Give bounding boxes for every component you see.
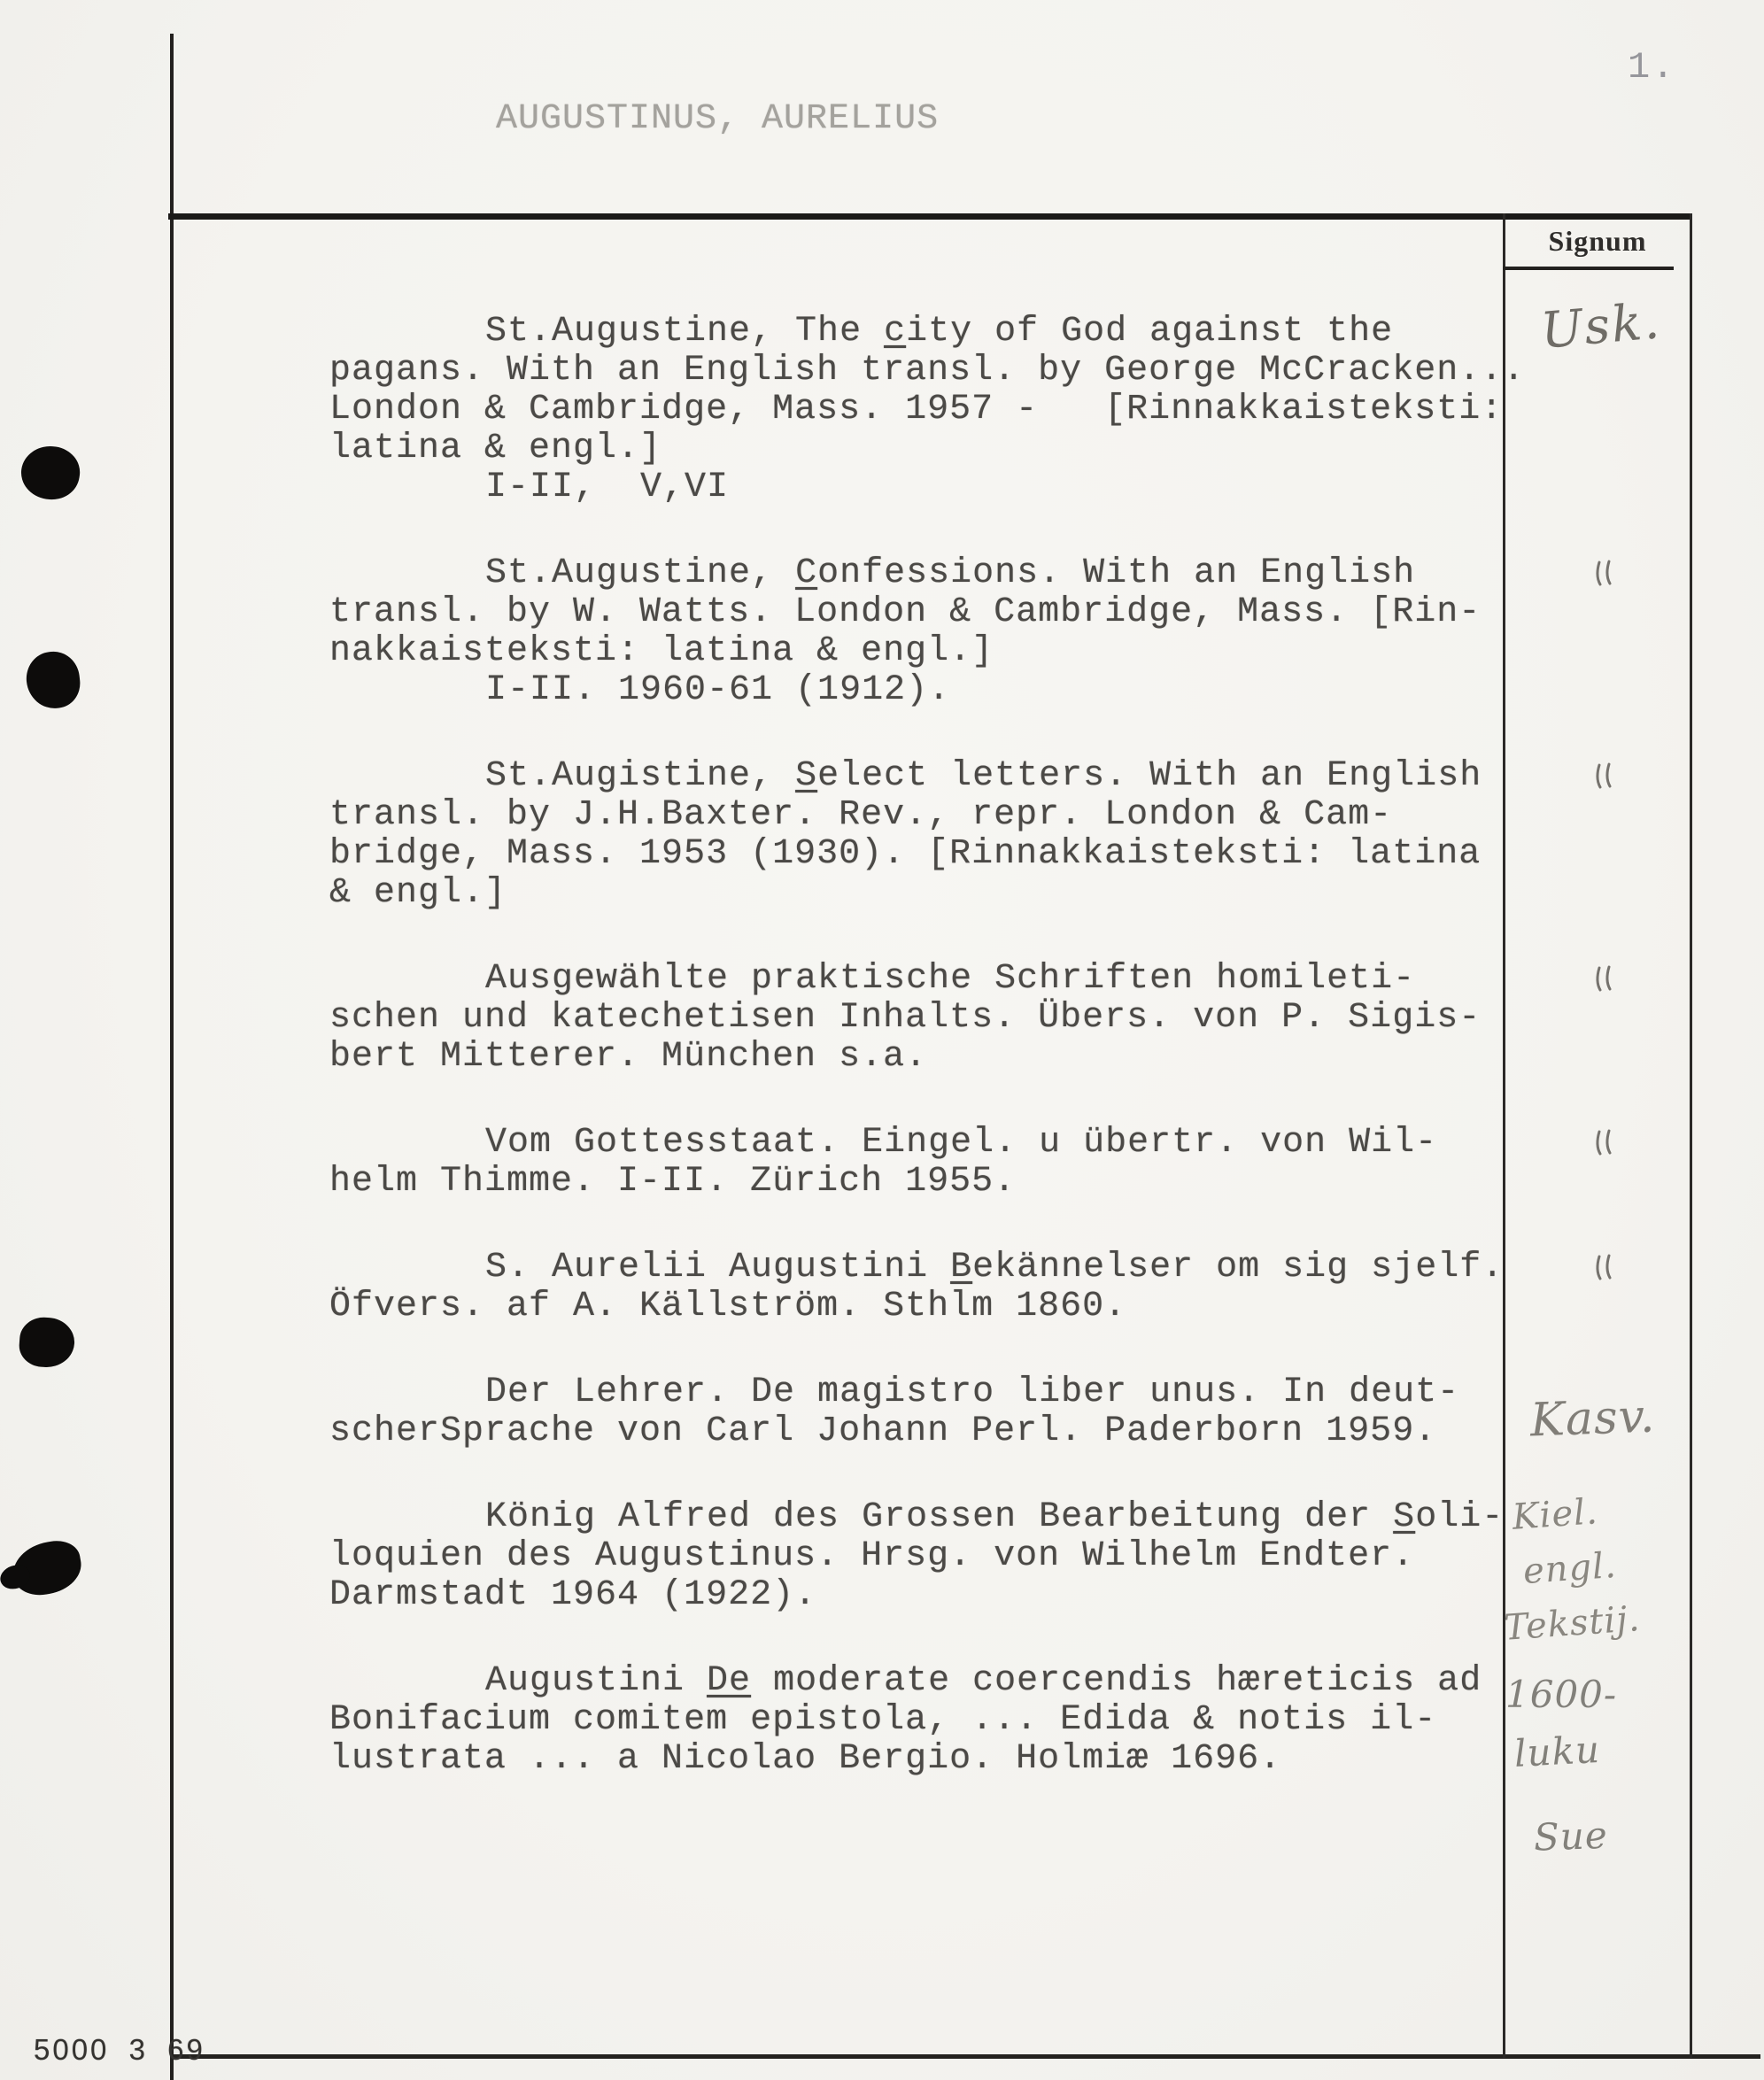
entry-line: Augustini De moderate coercendis hæreticis ad — [485, 1661, 1482, 1701]
entry-line: transl. by W. Watts. London & Cambridge, Mass. [Rin- — [329, 592, 1482, 632]
catalog-entry — [329, 1372, 1711, 1450]
entry-line: lustrata ... a Nicolao Bergio. Holmiæ 1696. — [329, 1739, 1282, 1779]
signum-line: Tekstij. — [1502, 1598, 1642, 1649]
signum-annotation — [1592, 1128, 1616, 1162]
ditto-mark-icon — [1592, 1128, 1616, 1158]
entry-line: scherSprache von Carl Johann Perl. Paderborn 1959. — [329, 1411, 1437, 1451]
catalog-entry — [329, 1248, 1711, 1326]
entry-line: König Alfred des Grossen Bearbeitung der Soli- — [485, 1497, 1505, 1537]
entry-line: Ausgewählte praktische Schriften homileti- — [485, 959, 1416, 999]
entry-line: schen und katechetisen Inhalts. Übers. von P. Sigis- — [329, 998, 1482, 1038]
catalog-entry — [329, 292, 1711, 507]
signum-annotation — [1592, 559, 1616, 592]
entry-line: bert Mitterer. München s.a. — [329, 1037, 928, 1077]
ink-blot — [18, 1316, 76, 1369]
entry-line: Vom Gottesstaat. Eingel. u übertr. von Wil- — [485, 1123, 1438, 1163]
ditto-mark-icon — [1592, 762, 1616, 792]
signum-line: engl. — [1521, 1544, 1619, 1593]
entry-line: I-II, V,VI — [485, 468, 730, 507]
page-title: AUGUSTINUS, AURELIUS — [496, 99, 940, 139]
signum-line: luku — [1513, 1727, 1602, 1776]
entry-line: S. Aurelii Augustini Bekännelser om sig sjelf. — [485, 1248, 1505, 1287]
signum-annotation — [1502, 1481, 1643, 1654]
header-divider-rule — [168, 213, 1692, 220]
entry-line: London & Cambridge, Mass. 1957 - [Rinnakkaisteksti: — [329, 390, 1504, 429]
ditto-mark-icon — [1592, 964, 1616, 994]
page-number: 1. — [1628, 46, 1676, 89]
signum-annotation — [1529, 1390, 1656, 1448]
catalog-entry — [329, 1661, 1711, 1860]
entry-line: Der Lehrer. De magistro liber unus. In deut- — [485, 1372, 1460, 1412]
entry-line: I-II. 1960-61 (1912). — [485, 670, 951, 710]
left-margin-rule — [170, 34, 174, 2080]
entry-line: pagans. With an English transl. by George McCracken... — [329, 351, 1526, 390]
signum-line: Kiel. — [1511, 1491, 1600, 1538]
entries — [329, 292, 1711, 1860]
signum-line: Kasv. — [1528, 1389, 1657, 1448]
entry-line: nakkaisteksti: latina & engl.] — [329, 631, 994, 671]
ink-blot — [18, 443, 83, 504]
catalog-entry — [329, 959, 1711, 1076]
entry-line: Darmstadt 1964 (1922). — [329, 1575, 817, 1615]
ditto-mark-icon — [1592, 559, 1616, 589]
entry-line: St.Augustine, The city of God against the — [485, 312, 1394, 352]
signum-annotation — [1538, 292, 1663, 360]
ink-blot — [24, 649, 82, 711]
signum-line: 1600- — [1505, 1673, 1618, 1716]
entry-line: St.Augustine, Confessions. With an English — [485, 553, 1416, 593]
signum-line: Sue — [1533, 1813, 1609, 1860]
entry-line: helm Thimme. I-II. Zürich 1955. — [329, 1162, 1017, 1202]
entry-line: transl. by J.H.Baxter. Rev., repr. London & Cam- — [329, 795, 1393, 835]
signum-annotation — [1505, 1666, 1617, 1865]
catalog-entry — [329, 1123, 1711, 1201]
catalog-entry — [329, 756, 1711, 912]
catalog-entry — [329, 1491, 1711, 1649]
entry-line: & engl.] — [329, 873, 507, 913]
print-code: 5000 3 69 — [34, 2033, 205, 2066]
signum-column-header: Signum — [1548, 225, 1647, 257]
bottom-rule — [170, 2054, 1760, 2059]
entry-line: loquien des Augustinus. Hrsg. von Wilhelm Endter. — [329, 1536, 1415, 1576]
signum-header-underline — [1503, 267, 1674, 270]
entry-line: Öfvers. af A. Källström. Sthlm 1860. — [329, 1287, 1127, 1326]
signum-annotation — [1592, 1253, 1616, 1287]
catalog-entry — [329, 553, 1711, 709]
signum-line: Usk. — [1538, 292, 1664, 360]
entry-line: bridge, Mass. 1953 (1930). [Rinnakkaisteksti: latina — [329, 834, 1482, 874]
entry-line: St.Augistine, Select letters. With an English — [485, 756, 1482, 796]
entry-line: Bonifacium comitem epistola, ... Edida & notis il- — [329, 1700, 1437, 1740]
signum-annotation — [1592, 964, 1616, 998]
entry-line: latina & engl.] — [329, 429, 662, 468]
ditto-mark-icon — [1592, 1253, 1616, 1283]
signum-annotation — [1592, 762, 1616, 795]
